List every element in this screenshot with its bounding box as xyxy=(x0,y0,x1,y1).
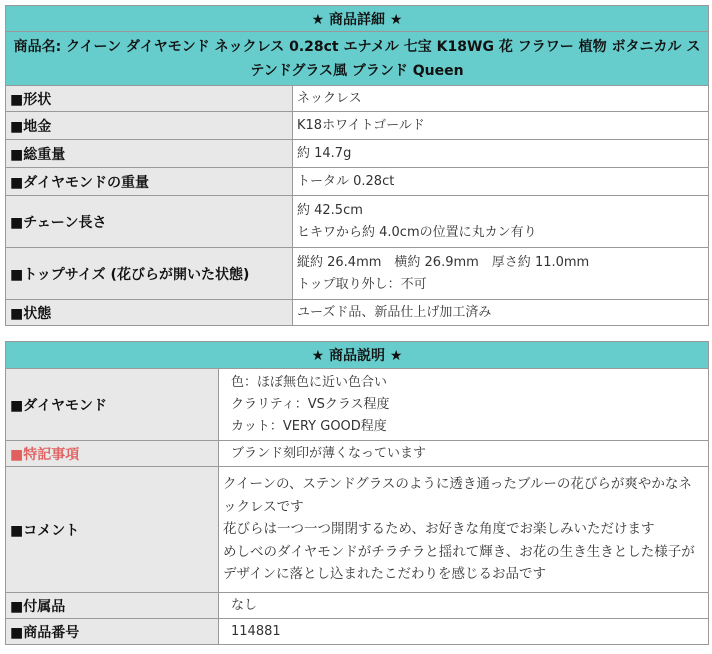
details-table xyxy=(5,5,709,326)
description-table xyxy=(5,341,709,645)
description-header: ★ 商品説明 ★ xyxy=(6,342,709,369)
value-line: 約 14.7g xyxy=(297,145,352,161)
comment-line: 花びらは一つ一つ開閉するため、お好きな角度でお楽しみいただけます xyxy=(223,521,655,538)
value-line: クラリティ：VSクラス程度 xyxy=(231,396,390,412)
row-value-shape xyxy=(293,86,709,112)
value-line: 縦約 26.4mm 横約 26.9mm 厚さ約 11.0mm xyxy=(297,254,590,270)
row-value-accessories xyxy=(219,593,709,619)
row-value-item-number xyxy=(219,619,709,645)
row-label-comment: ■コメント xyxy=(6,467,219,593)
row-label-total-weight: ■総重量 xyxy=(6,140,293,168)
row-value-total-weight xyxy=(293,140,709,168)
value-line: ブランド刻印が薄くなっています xyxy=(231,445,427,461)
row-value-condition xyxy=(293,300,709,326)
row-label-metal: ■地金 xyxy=(6,112,293,140)
comment-line: めしべのダイヤモンドがチラチラと揺れて輝き、お花の生き生きとした様子がデザインに落とし込まれたこだわりを感じるお品です xyxy=(223,543,695,583)
value-line: カット：VERY GOOD程度 xyxy=(231,418,387,434)
value-line: 114881 xyxy=(231,623,281,639)
value-line: 色：ほぼ無色に近い色合い xyxy=(231,374,388,390)
row-value-diamond-weight xyxy=(293,168,709,196)
value-line: ヒキワから約 4.0cmの位置に丸カン有り xyxy=(297,224,537,240)
value-line: ユーズド品、新品仕上げ加工済み xyxy=(297,304,492,320)
row-label-condition: ■状態 xyxy=(6,300,293,326)
comment-line: クイーンの、ステンドグラスのように透き通ったブルーの花びらが爽やかなネックレスです xyxy=(223,476,692,515)
row-value-top-size xyxy=(293,248,709,300)
row-label-special-notes: ■特記事項 xyxy=(6,441,219,467)
row-value-chain-length xyxy=(293,196,709,248)
row-label-top-size: ■トップサイズ (花びらが開いた状態) xyxy=(6,248,293,300)
row-value-special-notes xyxy=(219,441,709,467)
value-line: 約 42.5cm xyxy=(297,202,363,218)
row-value-comment xyxy=(219,467,709,593)
row-label-diamond-weight: ■ダイヤモンドの重量 xyxy=(6,168,293,196)
value-line: なし xyxy=(231,597,258,613)
value-line: K18ホワイトゴールド xyxy=(297,117,425,133)
row-label-item-number: ■商品番号 xyxy=(6,619,219,645)
row-label-accessories: ■付属品 xyxy=(6,593,219,619)
row-value-metal xyxy=(293,112,709,140)
value-line: ネックレス xyxy=(297,90,362,106)
value-line: トップ取り外し：不可 xyxy=(297,276,427,292)
row-label-diamond: ■ダイヤモンド xyxy=(6,369,219,441)
row-value-diamond xyxy=(219,369,709,441)
product-title: 商品名: クイーン ダイヤモンド ネックレス 0.28ct エナメル 七宝 K18WG 花 フラワー 植物 ボタニカル ステンドグラス風 ブランド Queen xyxy=(6,32,709,86)
value-line: トータル 0.28ct xyxy=(297,173,395,189)
row-label-shape: ■形状 xyxy=(6,86,293,112)
row-label-chain-length: ■チェーン長さ xyxy=(6,196,293,248)
details-header: ★ 商品詳細 ★ xyxy=(6,6,709,32)
